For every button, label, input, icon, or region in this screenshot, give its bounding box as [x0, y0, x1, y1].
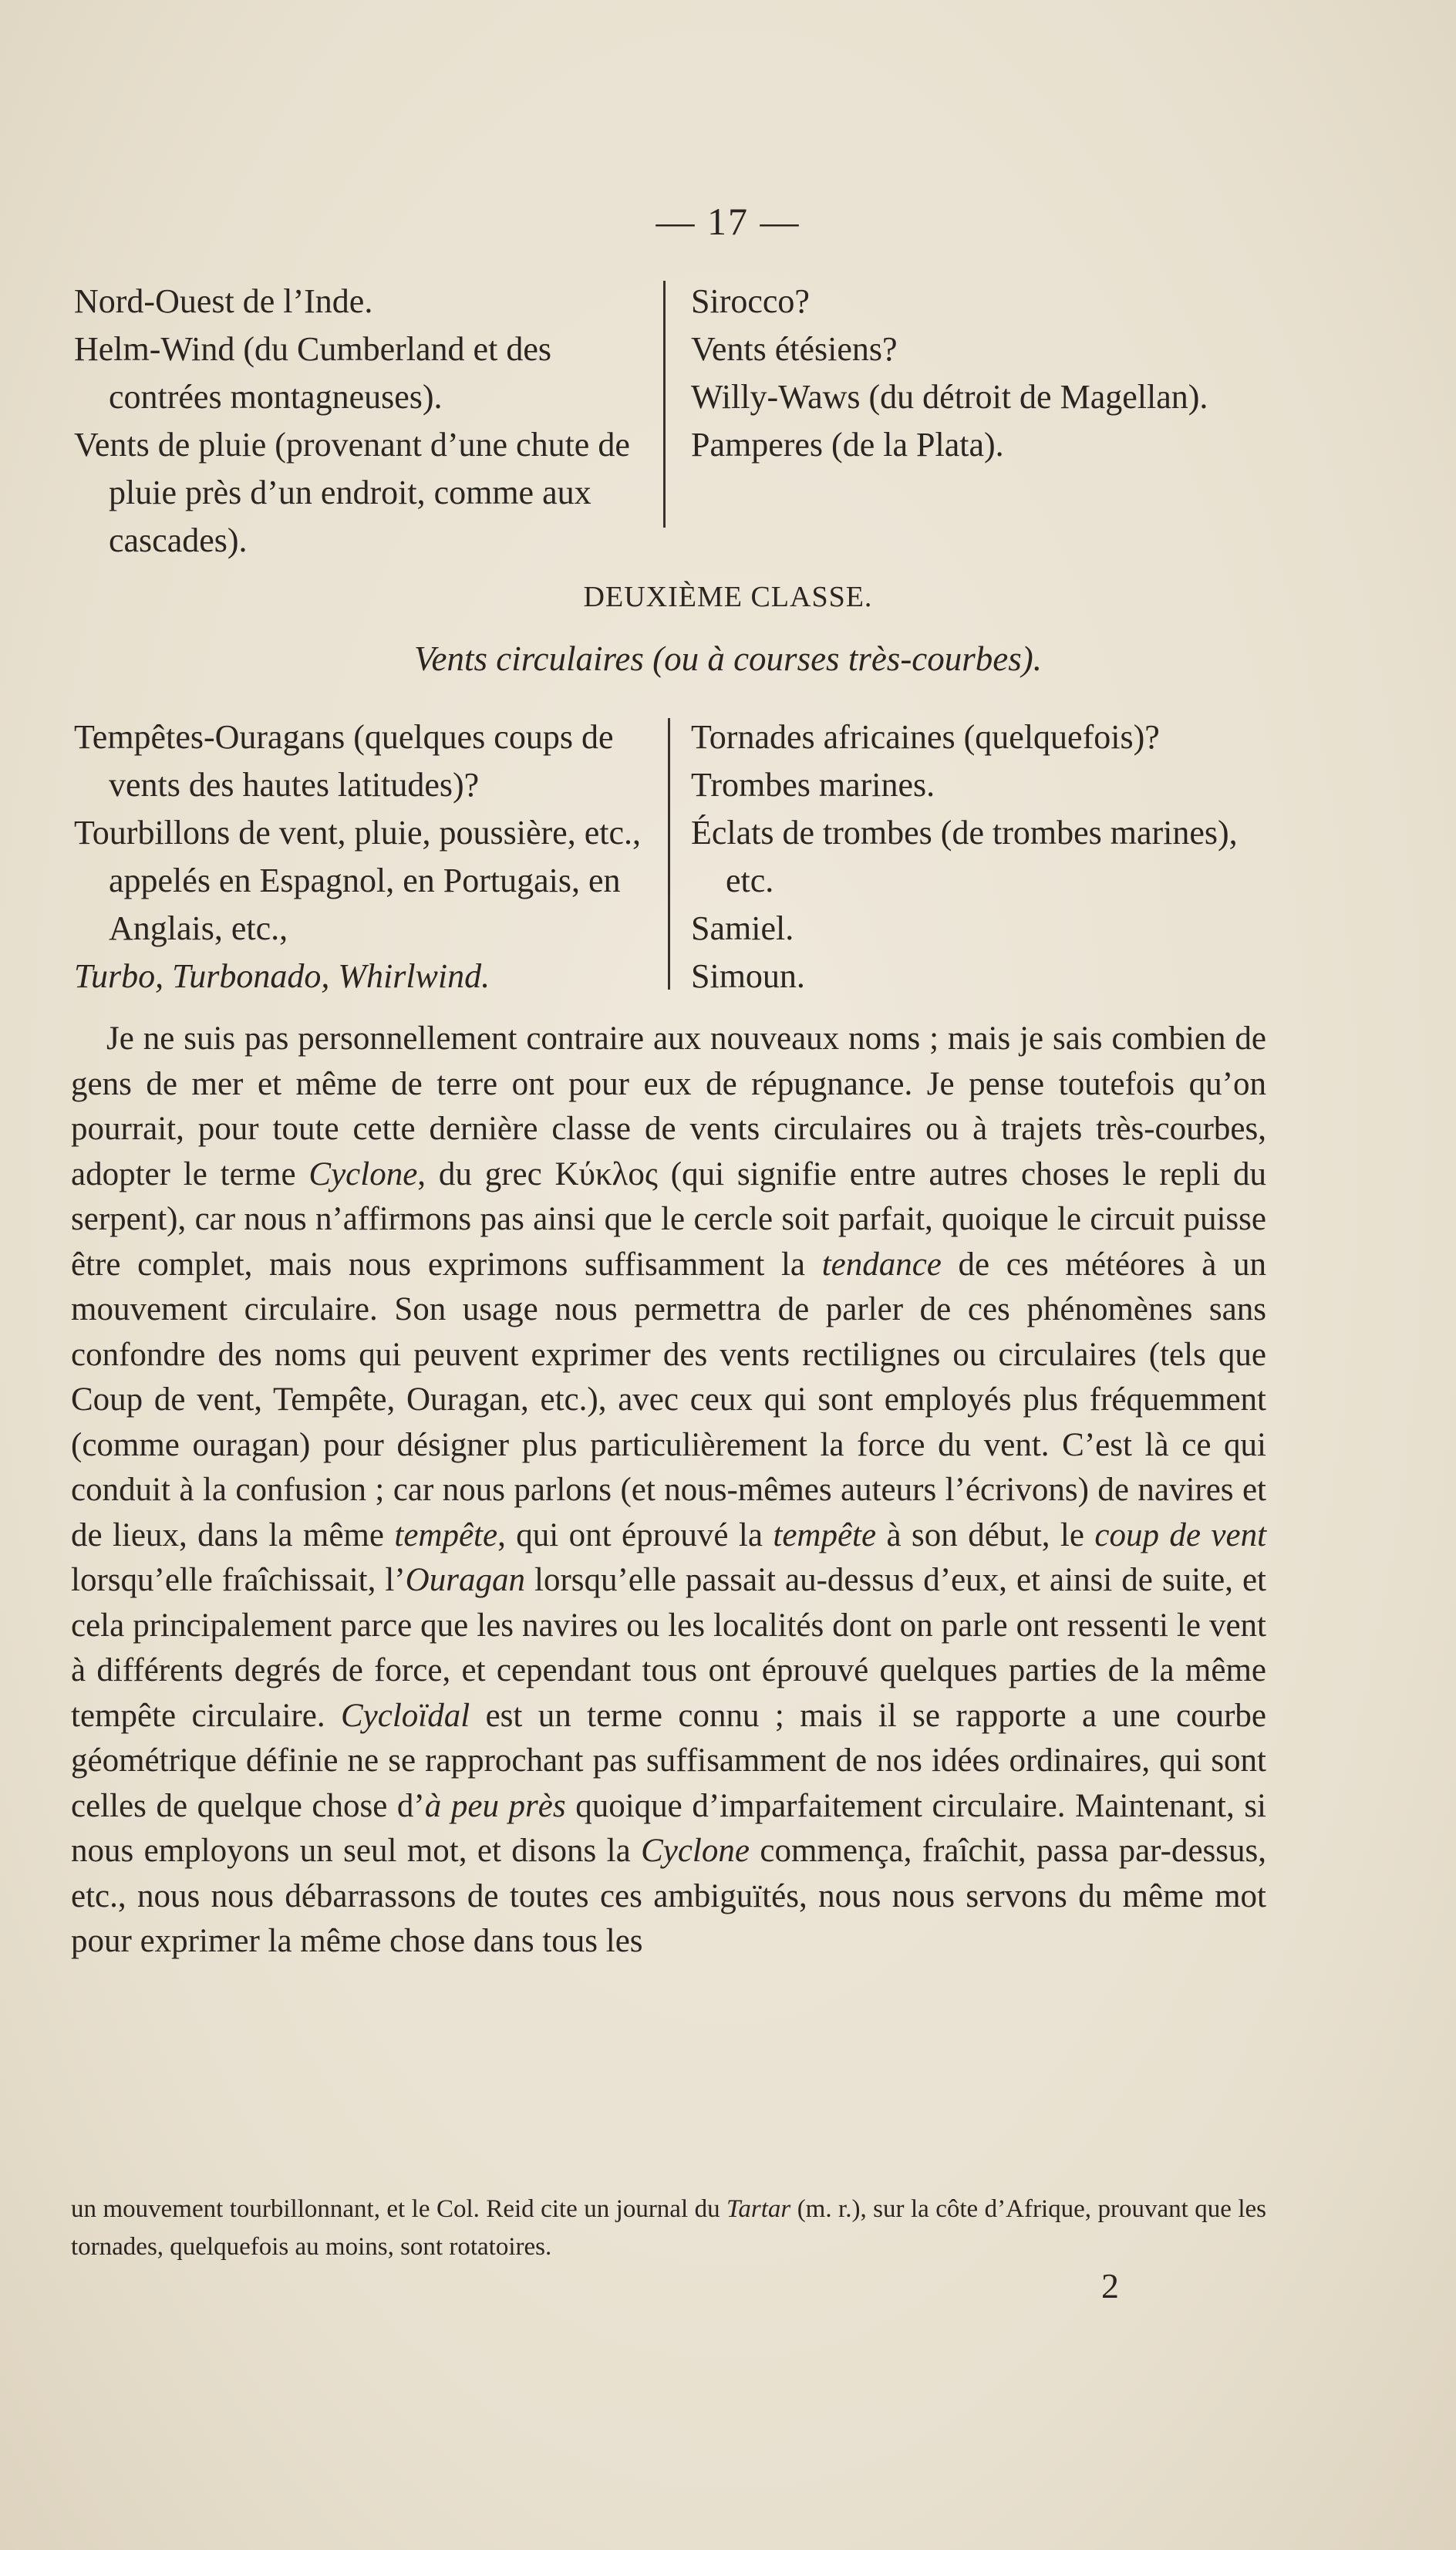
signature-mark: 2	[1101, 2266, 1119, 2305]
text-run: , qui ont éprouvé la	[497, 1516, 774, 1553]
wind-list-first-left	[74, 278, 641, 565]
list-item: Sirocco?	[691, 282, 810, 320]
emphasis: tempête	[773, 1516, 877, 1553]
footnote-text	[71, 2191, 1266, 2266]
wind-list-first-right	[691, 278, 1269, 469]
wind-list-second	[74, 713, 1269, 1007]
list-item: Tempêtes-Ouragans (quelques coups de vents des hautes latitudes)?	[74, 718, 614, 804]
text-run: lorsqu’elle fraîchissait, l’	[71, 1562, 406, 1598]
section-subheading: Vents circulaires (ou à courses très-courbes).	[413, 639, 1043, 678]
list-item: Samiel.	[691, 909, 794, 947]
list-item: Helm-Wind (du Cumberland et des contrées montagneuses).	[74, 330, 551, 416]
list-item: Éclats de trombes (de trombes marines), etc.	[691, 814, 1238, 899]
wind-list-second-left	[74, 713, 641, 1000]
emphasis: Cycloïdal	[340, 1697, 470, 1734]
list-item: Vents de pluie (provenant d’une chute de pluie près d’un endroit, comme aux cascades).	[74, 426, 630, 559]
list-item: Nord-Ouest de l’Inde.	[74, 282, 373, 320]
list-item: Tourbillons de vent, pluie, poussière, etc., appelés en Espagnol, en Portugais, en Anglais, etc.,	[74, 814, 641, 947]
page-number: — 17 —	[656, 200, 800, 243]
list-item: Willy-Waws (du détroit de Magellan).	[691, 378, 1208, 416]
emphasis: Cyclone	[641, 1833, 750, 1869]
emphasis: tempête	[394, 1516, 498, 1553]
emphasis: à peu près	[424, 1787, 566, 1824]
text-run: lorsqu’elle passait au-dessus d’eux, et ainsi de suite, et cela principalement parce que les navires ou les localités dont on parle ont ressenti le vent à différents degrés de force, et cependant tous ont éprouvé quelques parties de la même tempête circulaire.	[71, 1562, 1266, 1734]
text-run: Je ne suis pas personnellement contraire aux nouveaux noms ; mais je sais combien de gens de mer et même de terre ont pour eux de répugnance. Je pense toutefois qu’on pourrait, pour toute cette dernière classe de vents circulaires ou à trajets très-courbes, adopter le terme	[71, 1020, 1266, 1192]
wind-list-second-right	[691, 713, 1269, 1000]
text-run: est un terme connu ; mais il se rapporte a une courbe géométrique définie ne se rapprochant pas suffisamment de nos idées ordinaires, qui sont celles de quelque chose d’	[71, 1697, 1266, 1824]
body-text	[71, 1017, 1266, 1965]
list-item: Turbo, Turbonado, Whirlwind.	[74, 957, 490, 995]
text-run: , du grec Κύκλος (qui signifie entre autres choses le repli du serpent), car nous n’affirmons pas ainsi que le cercle soit parfait, quoique le circuit puisse être complet, mais nous exprimons suffisamment la	[71, 1155, 1267, 1283]
footnote	[71, 2191, 1266, 2266]
text-run: commença, fraîchit, passa par-dessus, etc., nous nous débarrassons de toutes ces ambiguïtés, nous nous servons du même mot pour exprimer la même chose dans tous les	[71, 1833, 1266, 1959]
emphasis: Tartar	[726, 2195, 791, 2223]
emphasis: Ouragan	[405, 1562, 525, 1598]
section-heading: DEUXIÈME CLASSE.	[583, 581, 873, 613]
column-divider	[668, 718, 670, 990]
list-item: Simoun.	[691, 957, 805, 995]
list-item: Tornades africaines (quelquefois)?	[691, 718, 1160, 756]
emphasis: tendance	[821, 1246, 942, 1283]
emphasis: Cyclone	[308, 1155, 418, 1192]
text-run: un mouvement tourbillonnant, et le Col. Reid cite un journal du	[71, 2195, 727, 2223]
emphasis: coup de vent	[1094, 1516, 1267, 1553]
text-run: de ces météores à un mouvement circulaire. Son usage nous permettra de parler de ces phénomènes sans confondre des noms qui peuvent exprimer des vents rectilignes ou circulaires (tels que Coup de vent, Tempête, Ouragan, etc.), avec ceux qui sont employés plus fréquemment (comme ouragan) pour désigner plus particulièrement la force du vent. C’est là ce qui conduit à la confusion ; car nous parlons (et nous-mêmes auteurs l’écrivons) de navires et de lieux, dans la même	[71, 1246, 1267, 1553]
wind-list-first	[74, 278, 1269, 559]
list-item: Pamperes (de la Plata).	[691, 426, 1004, 464]
paragraph	[71, 1017, 1266, 1965]
text-run: (m. r.), sur la côte d’Afrique, prouvant que les tornades, quelquefois au moins, sont rotatoires.	[71, 2195, 1266, 2261]
list-item: Vents étésiens?	[691, 330, 898, 368]
column-divider	[663, 281, 666, 528]
list-item: Trombes marines.	[691, 766, 935, 804]
text-run: à son début, le	[876, 1516, 1095, 1553]
text-run: quoique d’imparfaitement circulaire. Maintenant, si nous employons un seul mot, et disons la	[71, 1787, 1266, 1869]
